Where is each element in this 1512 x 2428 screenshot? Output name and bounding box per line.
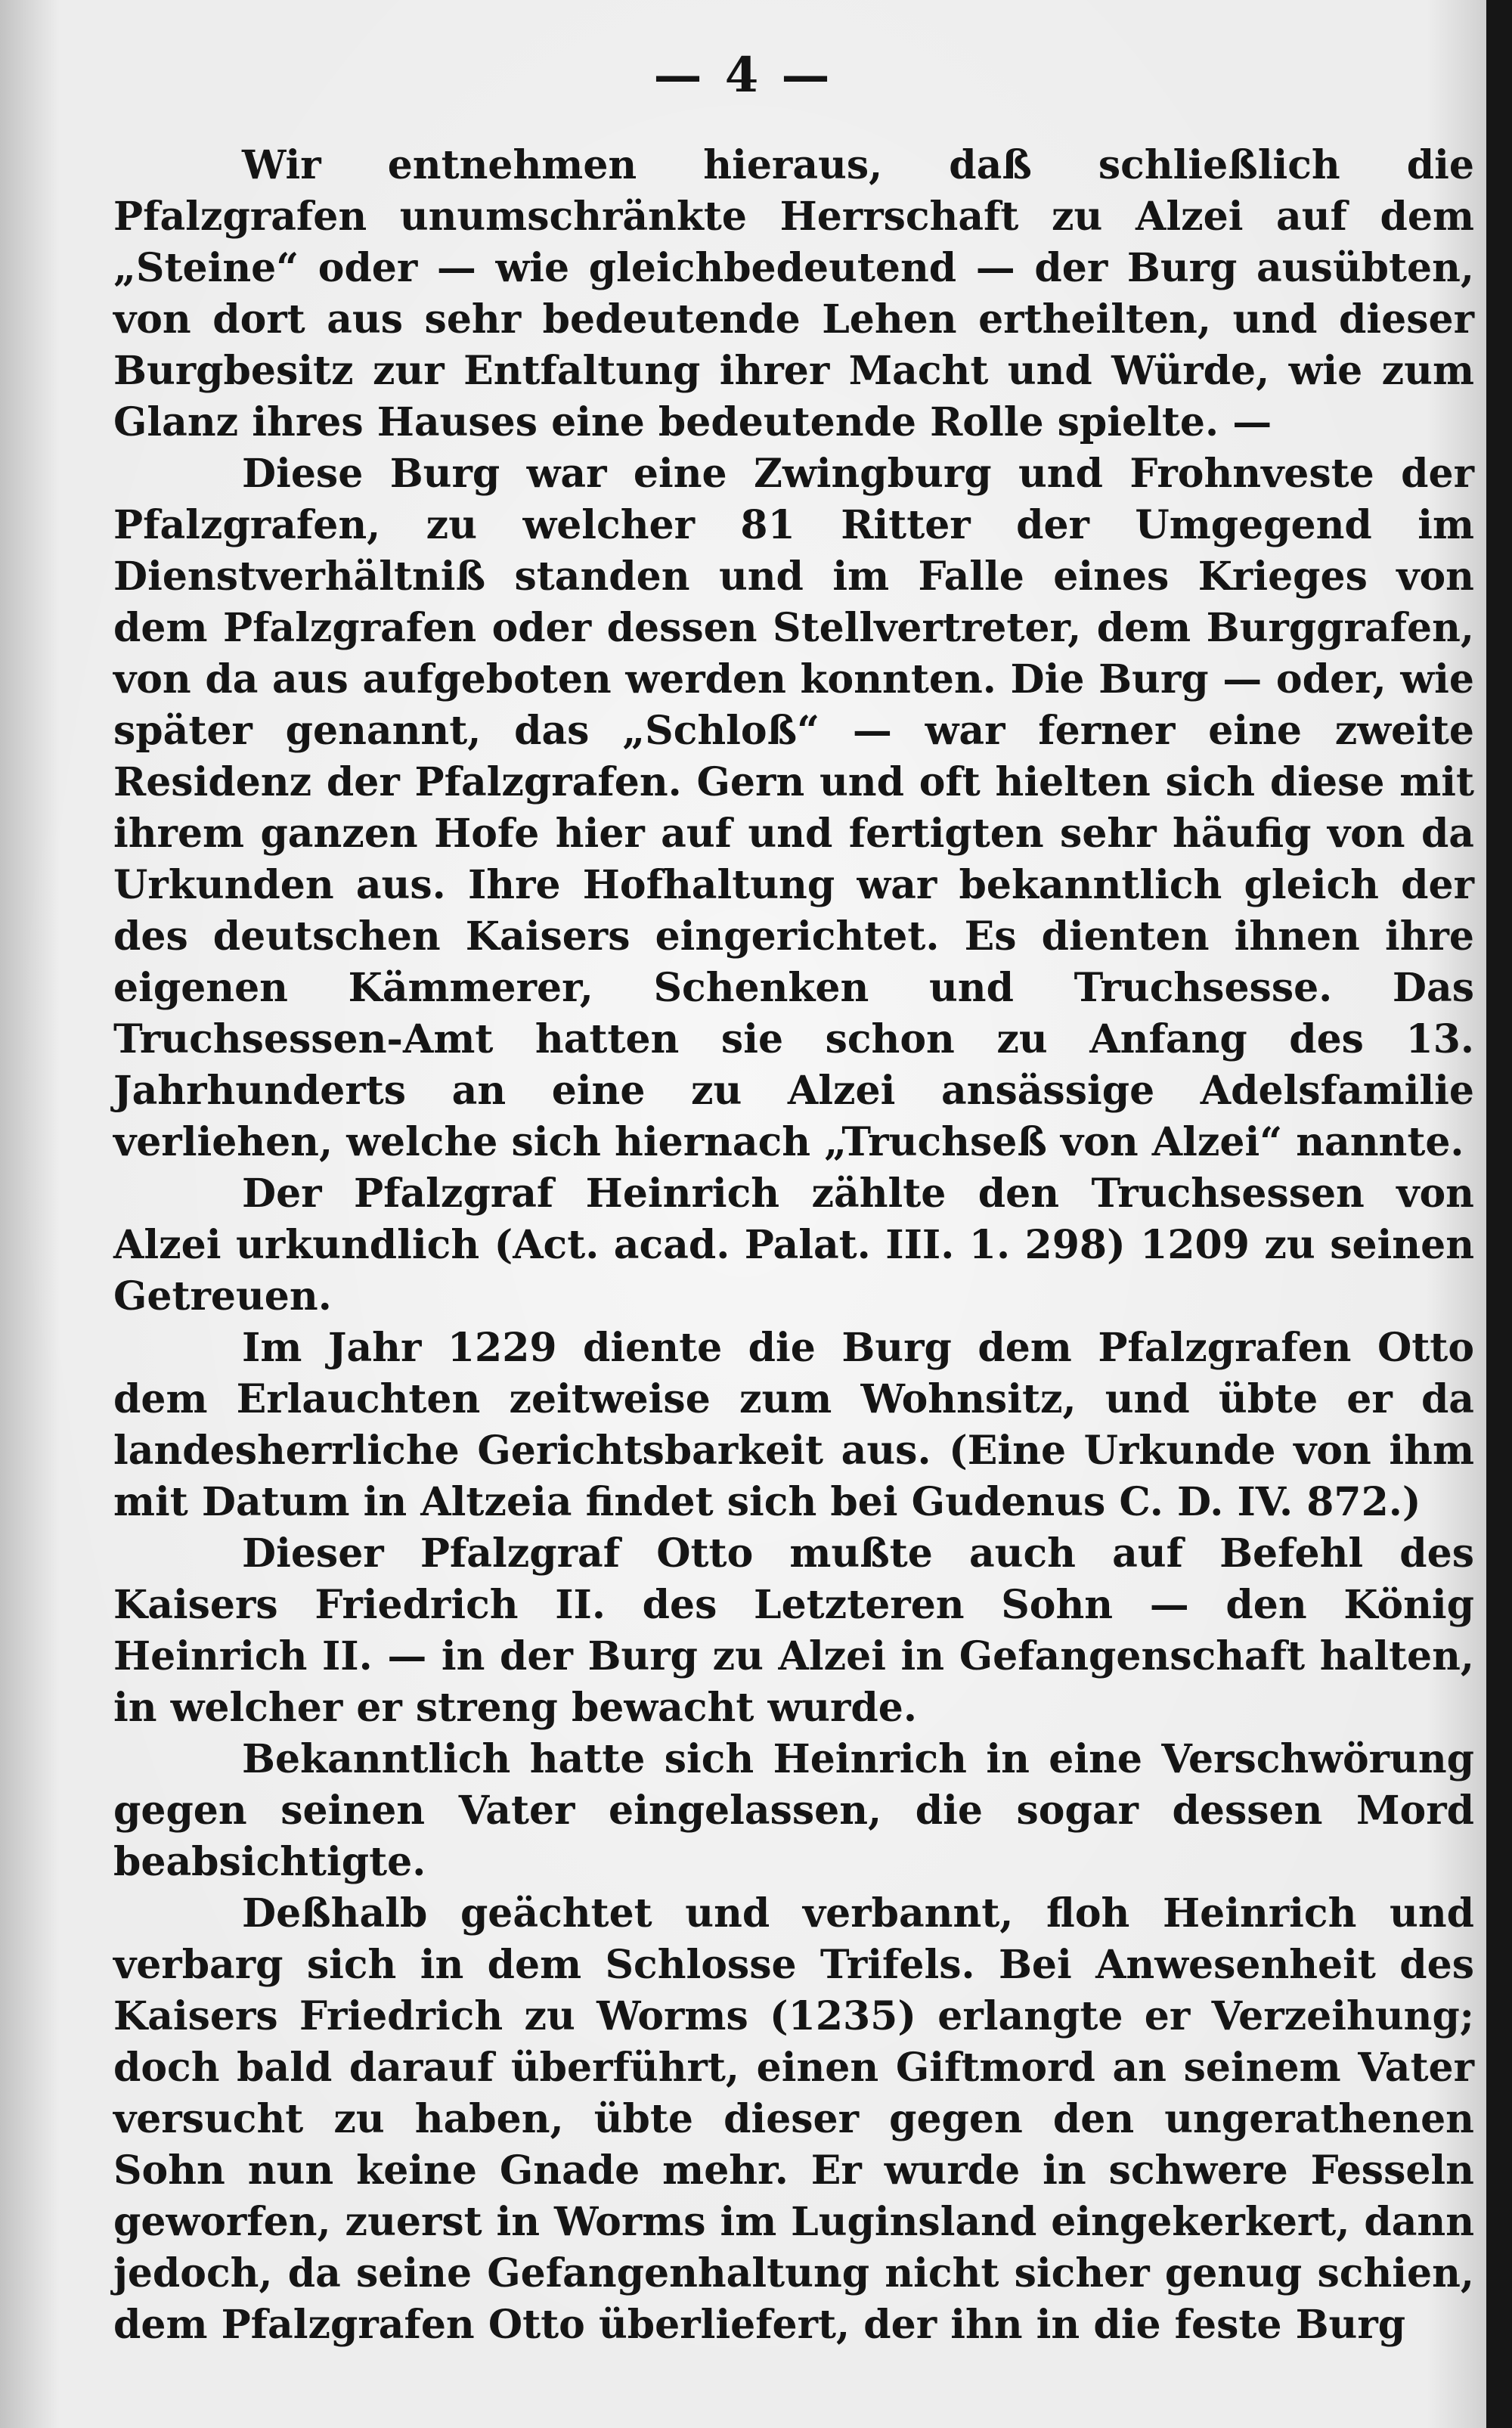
paragraph-5: Dieser Pfalzgraf Otto mußte auch auf Befehl des Kaisers Friedrich II. des Letzteren Sohn — den König Heinrich II. — in der Burg zu Alzei in Gefangenschaft halten, in welcher er streng bewacht wurde. xyxy=(113,1530,1474,1731)
body-text xyxy=(113,140,1474,2351)
paragraph-2: Diese Burg war eine Zwingburg und Frohnveste der Pfalzgrafen, zu welcher 81 Ritter der Umgegend im Dienstverhältniß standen und im Falle eines Krieges von dem Pfalzgrafen oder dessen Stellvertreter, dem Burggrafen, von da aus aufgeboten werden konnten. Die Burg — oder, wie später genannt, das „Schloß“ — war ferner eine zweite Residenz der Pfalzgrafen. Gern und oft hielten sich diese mit ihrem ganzen Hofe hier auf und fertigten sehr häufig von da Urkunden aus. Ihre Hofhaltung war bekanntlich gleich der des deutschen Kaisers eingerichtet. Es dienten ihnen ihre eigenen Kämmerer, Schenken und Truchsesse. Das Truchsessen-Amt hatten sie schon zu Anfang des 13. Jahrhunderts an eine zu Alzei ansässige Adelsfamilie verliehen, welche sich hiernach „Truchseß von Alzei“ nannte. xyxy=(113,451,1474,1165)
paragraph-1: Wir entnehmen hieraus, daß schließlich die Pfalzgrafen unumschränkte Herrschaft zu Alzei auf dem „Steine“ oder — wie gleichbedeutend — der Burg ausübten, von dort aus sehr bedeutende Lehen ertheilten, und dieser Burgbesitz zur Entfaltung ihrer Macht und Würde, wie zum Glanz ihres Hauses eine bedeutende Rolle spielte. — xyxy=(113,142,1474,445)
paragraph-7: Deßhalb geächtet und verbannt, floh Heinrich und verbarg sich in dem Schlosse Trifels. Bei Anwesenheit des Kaisers Friedrich zu Worms (1235) erlangte er Verzeihung; doch bald darauf überführt, einen Giftmord an seinem Vater versucht zu haben, übte dieser gegen den ungerathenen Sohn nun keine Gnade mehr. Er wurde in schwere Fesseln geworfen, zuerst in Worms im Luginsland eingekerkert, dann jedoch, da seine Gefangenhaltung nicht sicher genug schien, dem Pfalzgrafen Otto überliefert, der ihn in die feste Burg xyxy=(113,1890,1474,2348)
page-number: — 4 — xyxy=(653,47,833,104)
paragraph-3: Der Pfalzgraf Heinrich zählte den Truchsessen von Alzei urkundlich (Act. acad. Palat. III. 1. 298) 1209 zu seinen Getreuen. xyxy=(113,1171,1474,1319)
paragraph-6: Bekanntlich hatte sich Heinrich in eine Verschwörung gegen seinen Vater eingelassen, die sogar dessen Mord beabsichtigte. xyxy=(113,1736,1474,1885)
paragraph-4: Im Jahr 1229 diente die Burg dem Pfalzgrafen Otto dem Erlauchten zeitweise zum Wohnsitz, und übte er da landesherrliche Gerichtsbarkeit aus. (Eine Urkunde von ihm mit Datum in Altzeia findet sich bei Gudenus C. D. IV. 872.) xyxy=(113,1325,1474,1525)
